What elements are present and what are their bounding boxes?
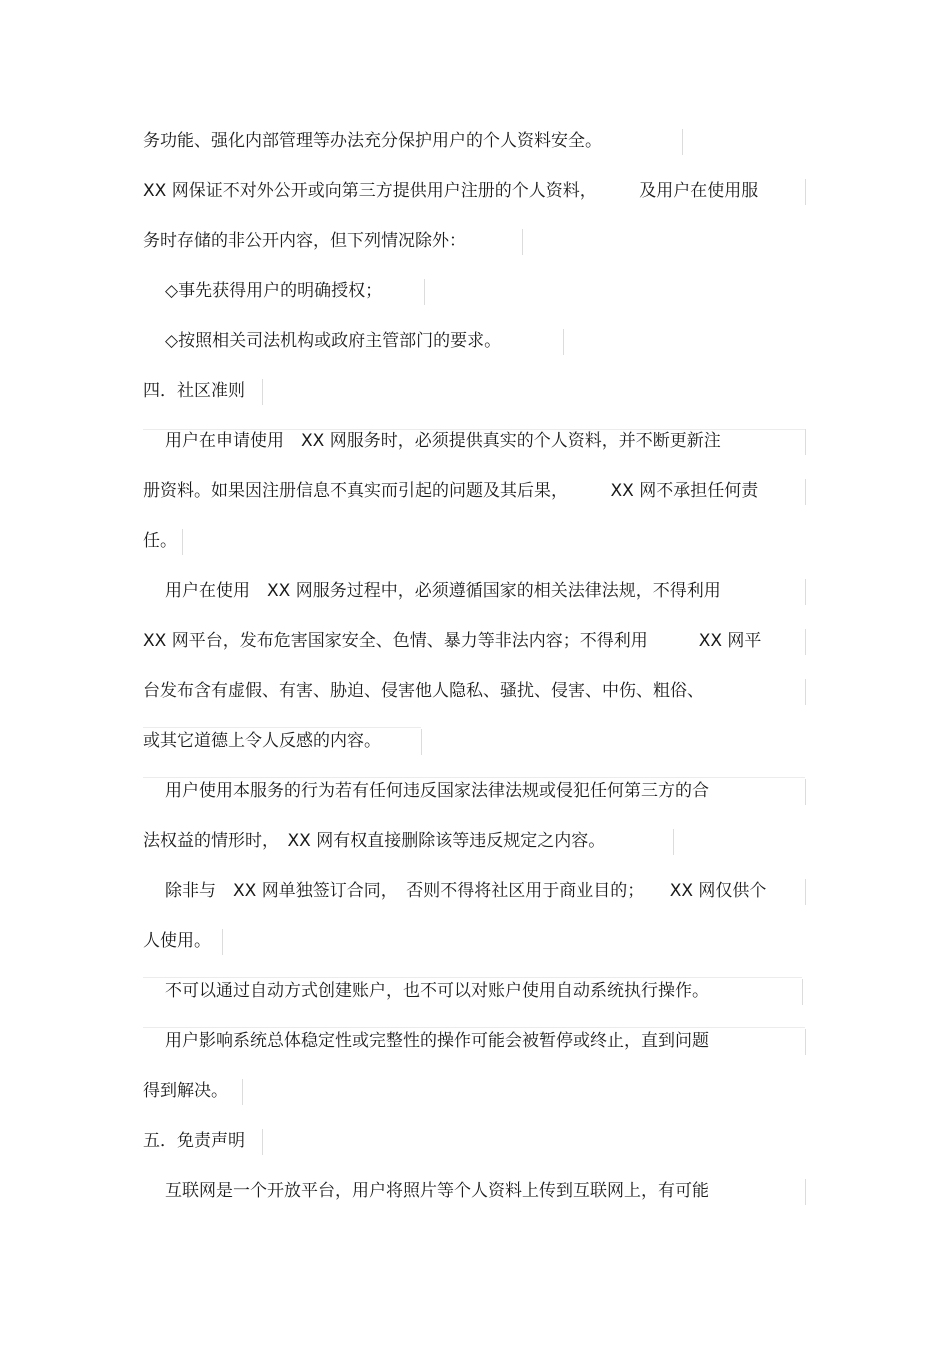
line-end-marker [805, 479, 806, 505]
line-top-rule [143, 429, 805, 430]
line-end-marker [805, 779, 806, 805]
text-line: 除非与 XX 网单独签订合同， 否则不得将社区用于商业目的； XX 网仅供个 [165, 881, 767, 901]
section-heading: 四．社区准则 [143, 381, 245, 401]
line-end-marker [805, 629, 806, 655]
line-end-marker [563, 329, 564, 355]
line-end-marker [182, 529, 183, 555]
line-end-marker [242, 1079, 243, 1105]
text-line: 任。 [143, 531, 177, 551]
line-end-marker [424, 279, 425, 305]
line-end-marker [262, 1129, 263, 1155]
text-line: 台发布含有虚假、有害、胁迫、侵害他人隐私、骚扰、侵害、中伤、粗俗、 [143, 681, 704, 701]
line-top-rule [143, 727, 421, 728]
line-end-marker [805, 579, 806, 605]
line-end-marker [805, 879, 806, 905]
text-line: 务功能、强化内部管理等办法充分保护用户的个人资料安全。 [143, 131, 602, 151]
text-line: 务时存储的非公开内容，但下列情况除外： [143, 231, 466, 251]
line-end-marker [805, 679, 806, 705]
line-end-marker [262, 379, 263, 405]
text-line: 互联网是一个开放平台，用户将照片等个人资料上传到互联网上，有可能 [165, 1181, 709, 1201]
line-end-marker [421, 729, 422, 755]
line-end-marker [673, 829, 674, 855]
text-line: XX 网保证不对外公开或向第三方提供用户注册的个人资料， 及用户在使用服 [143, 181, 759, 201]
text-line: 用户影响系统总体稳定性或完整性的操作可能会被暂停或终止，直到问题 [165, 1031, 709, 1051]
section-heading: 五．免责声明 [143, 1131, 245, 1151]
line-end-marker [805, 429, 806, 455]
text-line: 册资料。如果因注册信息不真实而引起的问题及其后果， XX 网不承担任何责 [143, 481, 759, 501]
line-end-marker [805, 1179, 806, 1205]
line-top-rule [143, 977, 802, 978]
text-line: 人使用。 [143, 931, 211, 951]
line-top-rule [143, 777, 805, 778]
text-line: 得到解决。 [143, 1081, 228, 1101]
text-line: 或其它道德上令人反感的内容。 [143, 731, 381, 751]
text-line: 法权益的情形时， XX 网有权直接删除该等违反规定之内容。 [143, 831, 606, 851]
text-line: 用户使用本服务的行为若有任何违反国家法律法规或侵犯任何第三方的合 [165, 781, 709, 801]
line-end-marker [805, 1029, 806, 1055]
line-end-marker [522, 229, 523, 255]
text-line: 用户在申请使用 XX 网服务时，必须提供真实的个人资料，并不断更新注 [165, 431, 721, 451]
line-end-marker [682, 129, 683, 155]
bullet-item: ◇事先获得用户的明确授权； [165, 281, 383, 301]
text-line: XX 网平台，发布危害国家安全、色情、暴力等非法内容；不得利用 XX 网平 [143, 631, 762, 651]
line-top-rule [143, 1027, 805, 1028]
text-line: 不可以通过自动方式创建账户，也不可以对账户使用自动系统执行操作。 [165, 981, 709, 1001]
bullet-item: ◇按照相关司法机构或政府主管部门的要求。 [165, 331, 502, 351]
line-end-marker [222, 929, 223, 955]
line-end-marker [805, 179, 806, 205]
text-line: 用户在使用 XX 网服务过程中，必须遵循国家的相关法律法规，不得利用 [165, 581, 721, 601]
line-end-marker [802, 979, 803, 1005]
